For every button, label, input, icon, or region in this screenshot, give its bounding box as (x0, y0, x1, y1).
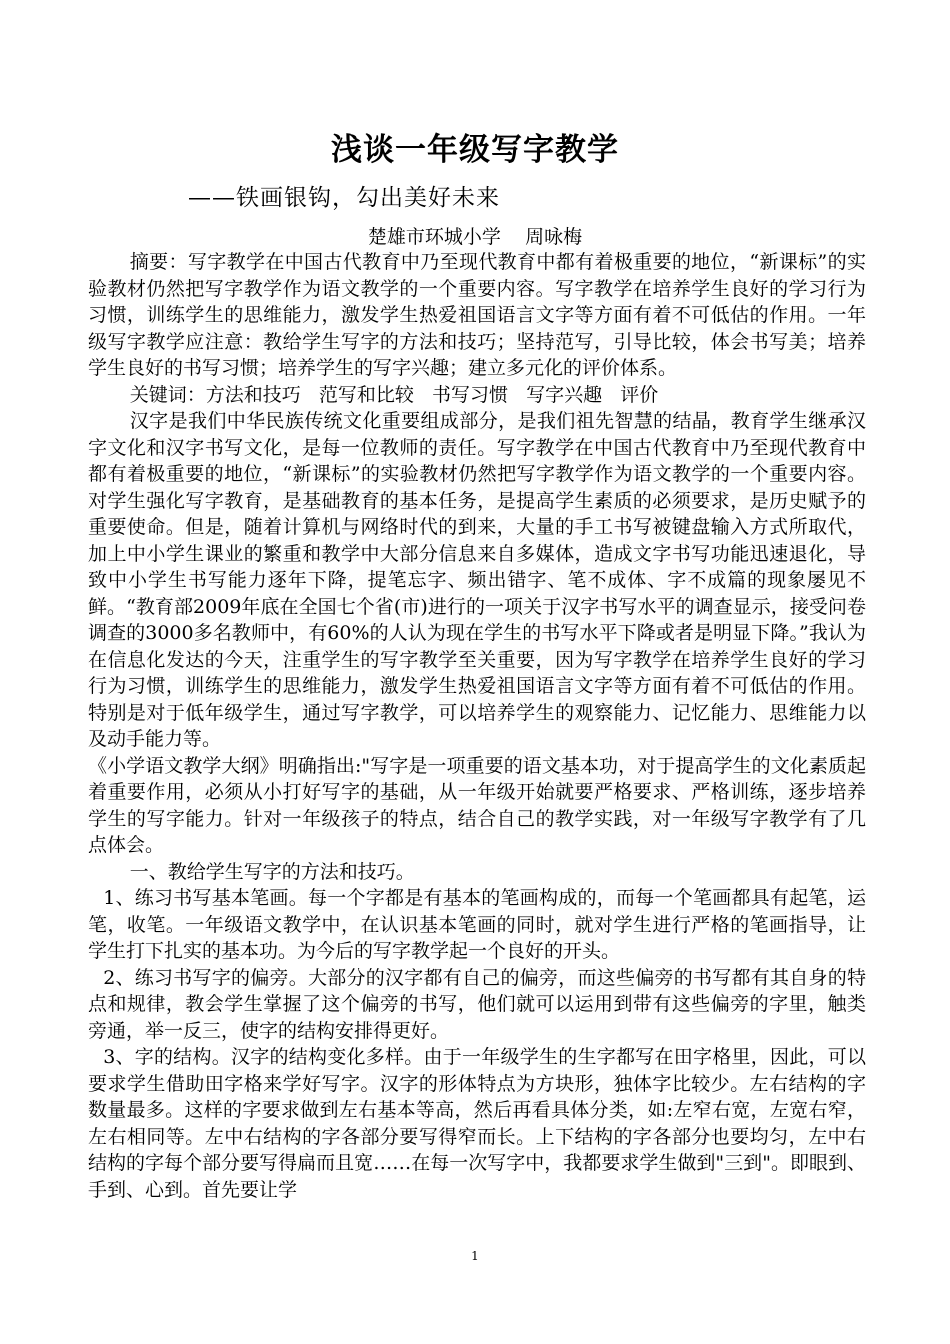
author-school: 楚雄市环城小学 (367, 226, 501, 248)
point-paragraph-2: 2、练习书写字的偏旁。大部分的汉字都有自己的偏旁，而这些偏旁的书写都有其自身的特点和规律，教会学生掌握了这个偏旁的书写，他们就可以运用到带有这些偏旁的字里，触类旁通，举一反三，使字的结构安排得更好。 (88, 966, 866, 1042)
author-name: 周咏梅 (525, 226, 583, 248)
point-paragraph-1: 1、练习书写基本笔画。每一个字都是有基本的笔画构成的，而每一个笔画都具有起笔，运笔，收笔。一年级语文教学中，在认识基本笔画的同时，就对学生进行严格的笔画指导，让学生打下扎实的基本功。为今后的写字教学起一个良好的开头。 (88, 887, 866, 962)
section-heading: 一、教给学生写字的方法和技巧。 (129, 860, 415, 883)
document-subtitle: ——铁画银钩，勾出美好未来 (188, 185, 500, 211)
document-body (88, 249, 866, 1203)
point-paragraph-3: 3、字的结构。汉字的结构变化多样。由于一年级学生的生字都写在田字格里，因此，可以要求学生借助田字格来学好写字。汉字的形体特点为方块形，独体字比较少。左右结构的字数量最多。这样的字要求做到左右基本等高，然后再看具体分类，如:左窄右宽，左宽右窄，左右相同等。左中右结构的字各部分要写得窄而长。上下结构的字各部分也要均匀，左中右结构的字每个部分要写得扁而且宽……在每一次写字中，我都要求学生做到"三到"。即眼到、手到、心到。首先要让学 (88, 1046, 866, 1201)
page-number: 1 (471, 1249, 479, 1263)
abstract-paragraph: 摘要：写字教学在中国古代教育中乃至现代教育中都有着极重要的地位，“新课标”的实验教材仍然把写字教学作为语文教学的一个重要内容。写字教学在培养学生良好的学习行为习惯，训练学生的思维能力，激发学生热爱祖国语言文字等方面有着不可低估的作用。一年级写字教学应注意：教给学生写字的方法和技巧；坚持范写，引导比较，体会书写美；培养学生良好的书写习惯；培养学生的写字兴趣；建立多元化的评价体系。 (88, 251, 866, 379)
syllabus-paragraph: 《小学语文教学大纲》明确指出:"写字是一项重要的语文基本功，对于提高学生的文化素质起着重要作用，必须从小打好写字的基础，从一年级开始就要严格要求、严格训练，逐步培养学生的写字能力。针对一年级孩子的特点，结合自己的教学实践，对一年级写字教学有了几点体会。 (88, 754, 866, 856)
intro-paragraph: 汉字是我们中华民族传统文化重要组成部分，是我们祖先智慧的结晶，教育学生继承汉字文化和汉字书写文化，是每一位教师的责任。写字教学在中国古代教育中乃至现代教育中都有着极重要的地位，“新课标”的实验教材仍然把写字教学作为语文教学的一个重要内容。对学生强化写字教育，是基础教育的基本任务，是提高学生素质的必须要求，是历史赋予的重要使命。但是，随着计算机与网络时代的到来，大量的手工书写被键盘输入方式所取代，加上中小学生课业的繁重和教学中大部分信息来自多媒体，造成文字书写功能迅速退化，导致中小学生书写能力逐年下降，提笔忘字、频出错字、笔不成体、字不成篇的现象屡见不鲜。“教育部2009年底在全国七个省(市)进行的一项关于汉字书写水平的调查显示，接受问卷调查的3000多名教师中，有60%的人认为现在学生的书写水平下降或者是明显下降。”我认为在信息化发达的今天，注重学生的写字教学至关重要，因为写字教学在培养学生良好的学习行为习惯，训练学生的思维能力，激发学生热爱祖国语言文字等方面有着不可低估的作用。特别是对于低年级学生，通过写字教学，可以培养学生的观察能力、记忆能力、思维能力以及动手能力等。 (88, 410, 866, 750)
keywords-paragraph: 关键词：方法和技巧 范写和比较 书写习惯 写字兴趣 评价 (129, 383, 659, 406)
document-title: 浅谈一年级写字教学 (331, 132, 619, 168)
author-line (0, 224, 950, 250)
